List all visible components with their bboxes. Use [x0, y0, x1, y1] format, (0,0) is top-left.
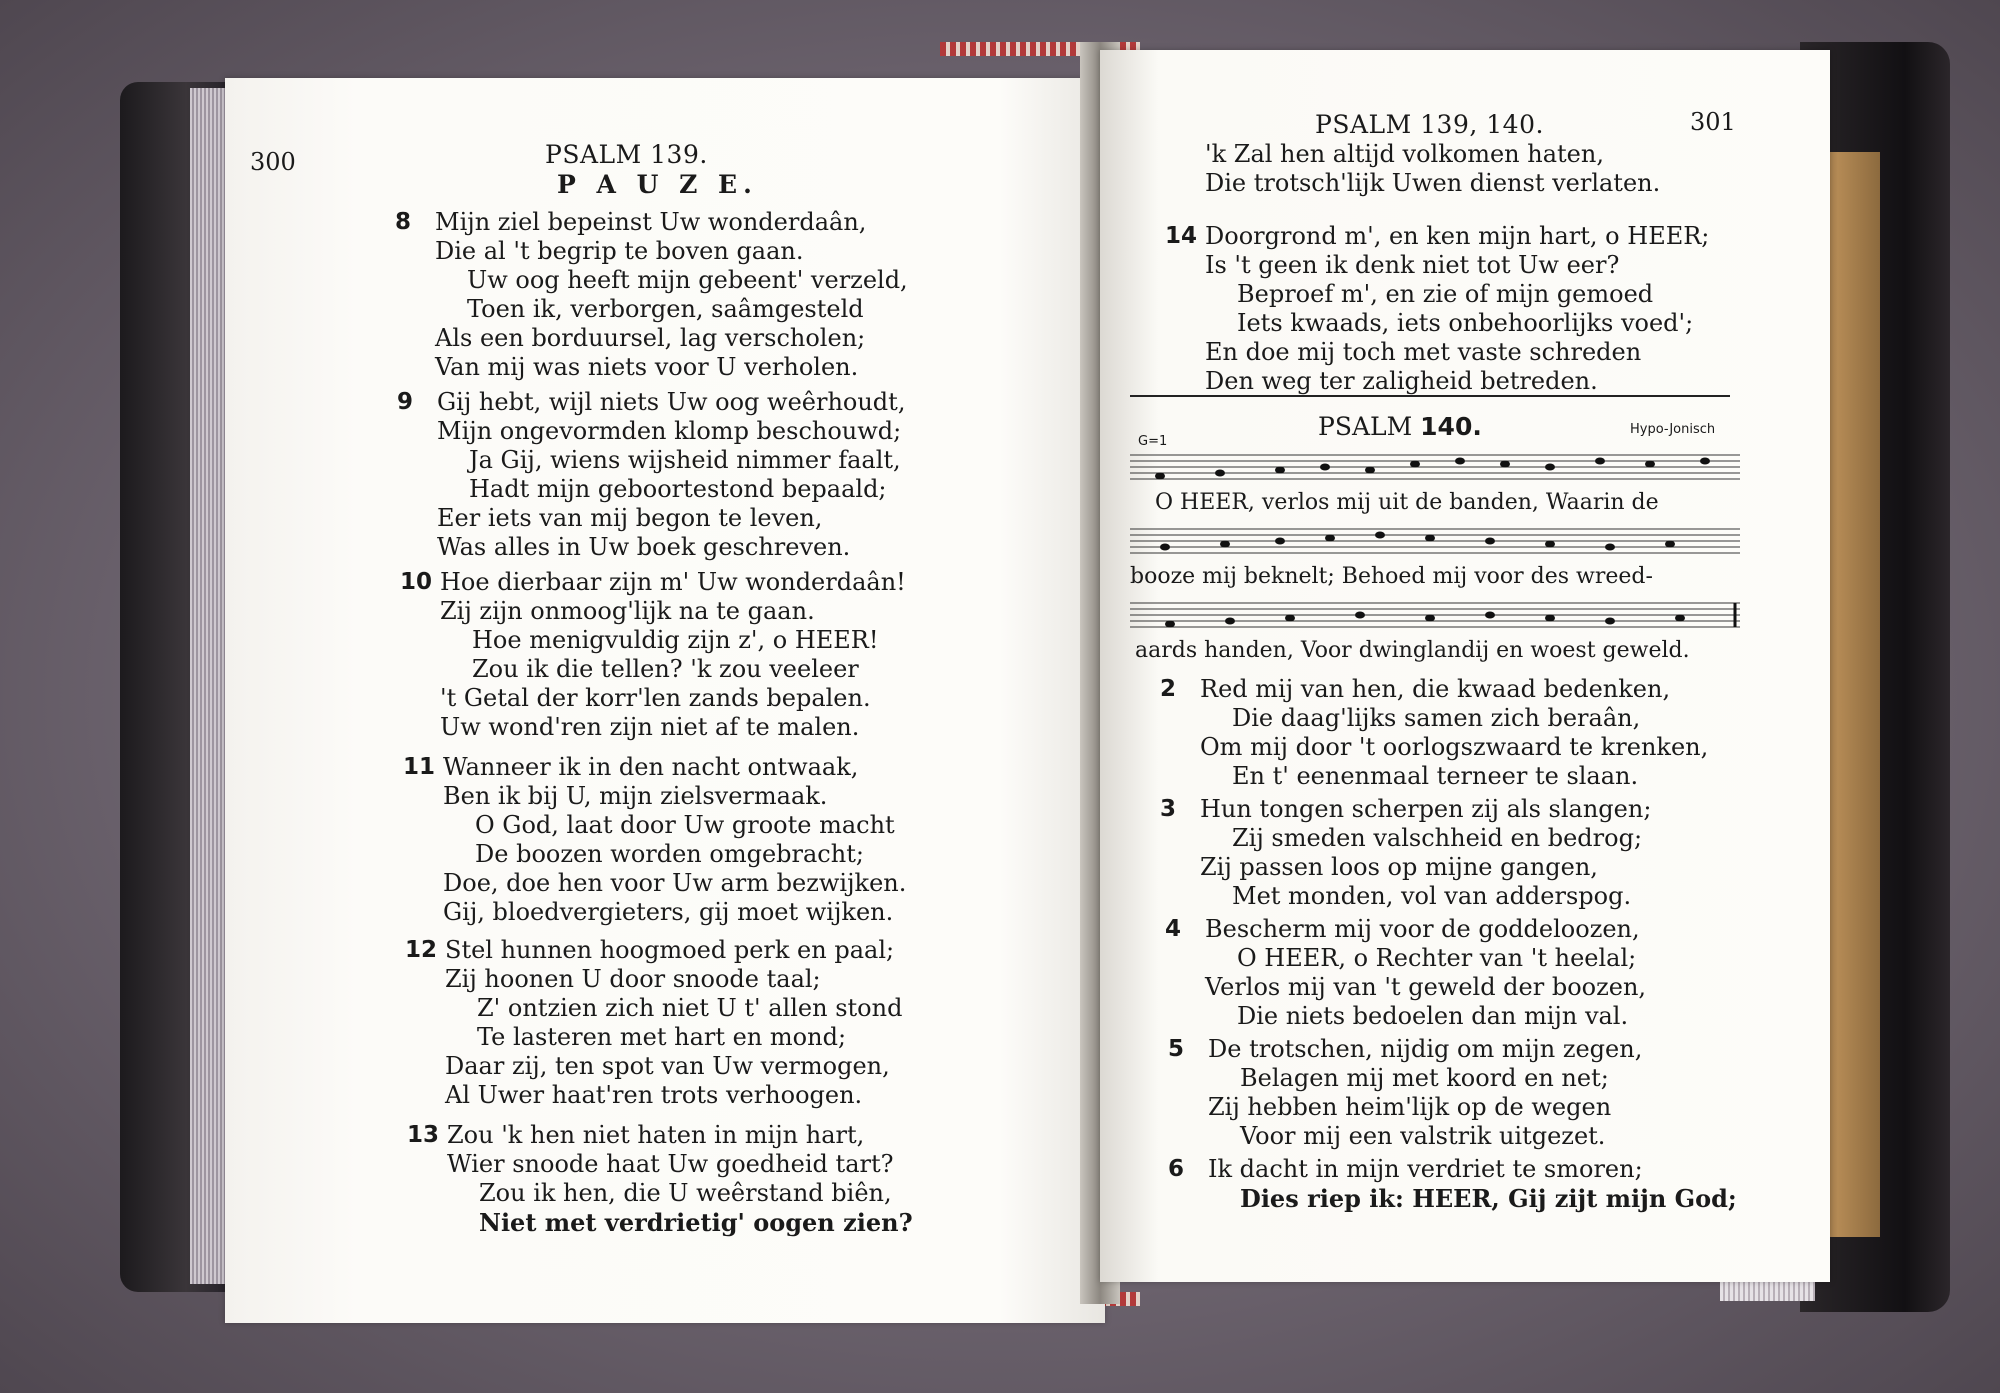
verse-line: Als een borduursel, lag verscholen; [435, 324, 866, 352]
stanza-number: 9 [397, 389, 414, 415]
page-number: 301 [1690, 108, 1736, 136]
verse-line: De boozen worden omgebracht; [475, 840, 864, 868]
verse-line: Zij passen loos op mijne gangen, [1200, 853, 1598, 881]
verse-line: Die al 't begrip te boven gaan. [435, 237, 804, 265]
mode-label: Hypo-Jonisch [1630, 422, 1716, 437]
verse-line: Was alles in Uw boek geschreven. [437, 533, 851, 561]
verse-line: Z' ontzien zich niet U t' allen stond [477, 994, 903, 1022]
verse-line: 't Getal der korr'len zands bepalen. [440, 684, 871, 712]
verse-line: Daar zij, ten spot van Uw vermogen, [445, 1052, 890, 1080]
stanza-number: 8 [395, 209, 412, 235]
verse-line: Wanneer ik in den nacht ontwaak, [443, 753, 859, 781]
stanza-number: 13 [407, 1122, 440, 1148]
verse-line: O God, laat door Uw groote macht [475, 811, 895, 839]
verse-line: Zou ik die tellen? 'k zou veeleer [472, 655, 859, 683]
verse-line: Red mij van hen, die kwaad bedenken, [1200, 675, 1671, 703]
verse-line: 'k Zal hen altijd volkomen haten, [1205, 140, 1604, 168]
verse-line: Mijn ongevormden klomp beschouwd; [437, 417, 902, 445]
verse-line: Zij hoonen U door snoode taal; [445, 965, 821, 993]
right-page [1100, 50, 1830, 1282]
verse-line: Den weg ter zaligheid betreden. [1205, 367, 1598, 395]
verse-line: Voor mij een valstrik uitgezet. [1240, 1122, 1606, 1150]
verse-line: Te lasteren met hart en mond; [477, 1023, 847, 1051]
stanza-number: 3 [1160, 796, 1177, 822]
stanza-8 [395, 208, 908, 382]
stanza-number: 10 [400, 569, 433, 595]
continuation-lines [1205, 140, 1660, 198]
verse-line: Uw oog heeft mijn gebeent' verzeld, [467, 266, 908, 294]
verse-line: Verlos mij van 't geweld der boozen, [1205, 973, 1647, 1001]
verse-line: Zou 'k hen niet haten in mijn hart, [447, 1121, 865, 1149]
stanza-5 [1168, 1035, 1643, 1151]
stanza-number: 5 [1168, 1036, 1185, 1062]
verse-line: Hoe menigvuldig zijn z', o HEER! [472, 626, 879, 654]
stanza-6 [1168, 1155, 1737, 1213]
verse-line: Hoe dierbaar zijn m' Uw wonderdaân! [440, 568, 906, 596]
verse-line: Om mij door 't oorlogszwaard te krenken, [1200, 733, 1709, 761]
page-number: 300 [250, 148, 296, 176]
running-head: PSALM 139. [545, 140, 708, 169]
lyric-line-3: aards handen, Voor dwinglandij en woest geweld. [1135, 638, 1690, 663]
verse-line: Zij zijn onmoog'lijk na te gaan. [440, 597, 815, 625]
music-staff-1 [1130, 452, 1740, 480]
verse-line: Doe, doe hen voor Uw arm bezwijken. [443, 869, 907, 897]
verse-line: En t' eenenmaal terneer te slaan. [1232, 762, 1639, 790]
verse-line: Zou ik hen, die U weêrstand biên, [479, 1179, 892, 1207]
verse-line: O HEER, o Rechter van 't heelal; [1237, 944, 1637, 972]
verse-line: Hadt mijn geboortestond bepaald; [469, 475, 887, 503]
verse-line: Beproef m', en zie of mijn gemoed [1237, 280, 1654, 308]
verse-line: Die trotsch'lijk Uwen dienst verlaten. [1205, 169, 1661, 197]
stanza-11 [403, 753, 907, 927]
verse-line: De trotschen, nijdig om mijn zegen, [1208, 1035, 1643, 1063]
stanza-10 [400, 568, 906, 742]
verse-line: Gij hebt, wijl niets Uw oog weêrhoudt, [437, 388, 906, 416]
verse-line: Niet met verdrietig' oogen zien? [479, 1208, 913, 1237]
verse-line: Wier snoode haat Uw goedheid tart? [447, 1150, 894, 1178]
key-signature-label: G=1 [1138, 434, 1168, 449]
stanza-number: 12 [405, 937, 438, 963]
verse-line: Ben ik bij U, mijn zielsvermaak. [443, 782, 828, 810]
verse-line: Van mij was niets voor U verholen. [435, 353, 859, 381]
music-staff-2 [1130, 526, 1740, 554]
verse-line: Eer iets van mij begon te leven, [437, 504, 823, 532]
verse-line: Belagen mij met koord en net; [1240, 1064, 1609, 1092]
running-head: PSALM 139, 140. [1315, 110, 1544, 139]
verse-line: Met monden, vol van adderspog. [1232, 882, 1632, 910]
verse-line: Zij smeden valschheid en bedrog; [1232, 824, 1643, 852]
verse-line: En doe mij toch met vaste schreden [1205, 338, 1642, 366]
verse-line: Ik dacht in mijn verdriet te smoren; [1208, 1155, 1643, 1183]
music-staff-3 [1130, 600, 1740, 628]
verse-line: Dies riep ik: HEER, Gij zijt mijn God; [1240, 1184, 1737, 1213]
stanza-number: 11 [403, 754, 436, 780]
stanza-12 [405, 936, 903, 1110]
open-book [120, 42, 1950, 1322]
verse-line: Stel hunnen hoogmoed perk en paal; [445, 936, 895, 964]
psalm-title-prefix: PSALM [1318, 412, 1413, 441]
lyric-line-2: booze mij beknelt; Behoed mij voor des wreed- [1130, 564, 1653, 589]
psalm-140-title [1318, 412, 1482, 441]
stanza-14 [1165, 222, 1710, 396]
psalm-title-number: 140. [1420, 412, 1482, 441]
pauze-heading: P A U Z E. [557, 170, 758, 199]
verse-line: Is 't geen ik denk niet tot Uw eer? [1205, 251, 1620, 279]
stanza-number: 14 [1165, 223, 1198, 249]
verse-line: Iets kwaads, iets onbehoorlijks voed'; [1237, 309, 1694, 337]
verse-line: Al Uwer haat'ren trots verhoogen. [445, 1081, 863, 1109]
verse-line: Die niets bedoelen dan mijn val. [1237, 1002, 1629, 1030]
section-divider [1130, 395, 1730, 397]
verse-line: Hun tongen scherpen zij als slangen; [1200, 795, 1652, 823]
stanza-4 [1165, 915, 1647, 1031]
verse-line: Die daag'lijks samen zich beraân, [1232, 704, 1641, 732]
stanza-3 [1160, 795, 1652, 911]
verse-line: Zij hebben heim'lijk op de wegen [1208, 1093, 1612, 1121]
stanza-number: 2 [1160, 676, 1177, 702]
verse-line: Mijn ziel bepeinst Uw wonderdaân, [435, 208, 867, 236]
verse-line: Doorgrond m', en ken mijn hart, o HEER; [1205, 222, 1710, 250]
verse-line: Uw wond'ren zijn niet af te malen. [440, 713, 860, 741]
lyric-line-1: O HEER, verlos mij uit de banden, Waarin de [1155, 490, 1659, 515]
verse-line: Bescherm mij voor de goddeloozen, [1205, 915, 1640, 943]
stanza-number: 4 [1165, 916, 1182, 942]
stanza-13 [407, 1121, 913, 1237]
stanza-number: 6 [1168, 1156, 1185, 1182]
verse-line: Gij, bloedvergieters, gij moet wijken. [443, 898, 894, 926]
verse-line: Ja Gij, wiens wijsheid nimmer faalt, [469, 446, 901, 474]
left-page [225, 78, 1105, 1323]
verse-line: Toen ik, verborgen, saâmgesteld [467, 295, 864, 323]
stanza-9 [397, 388, 906, 562]
stanza-2 [1160, 675, 1709, 791]
